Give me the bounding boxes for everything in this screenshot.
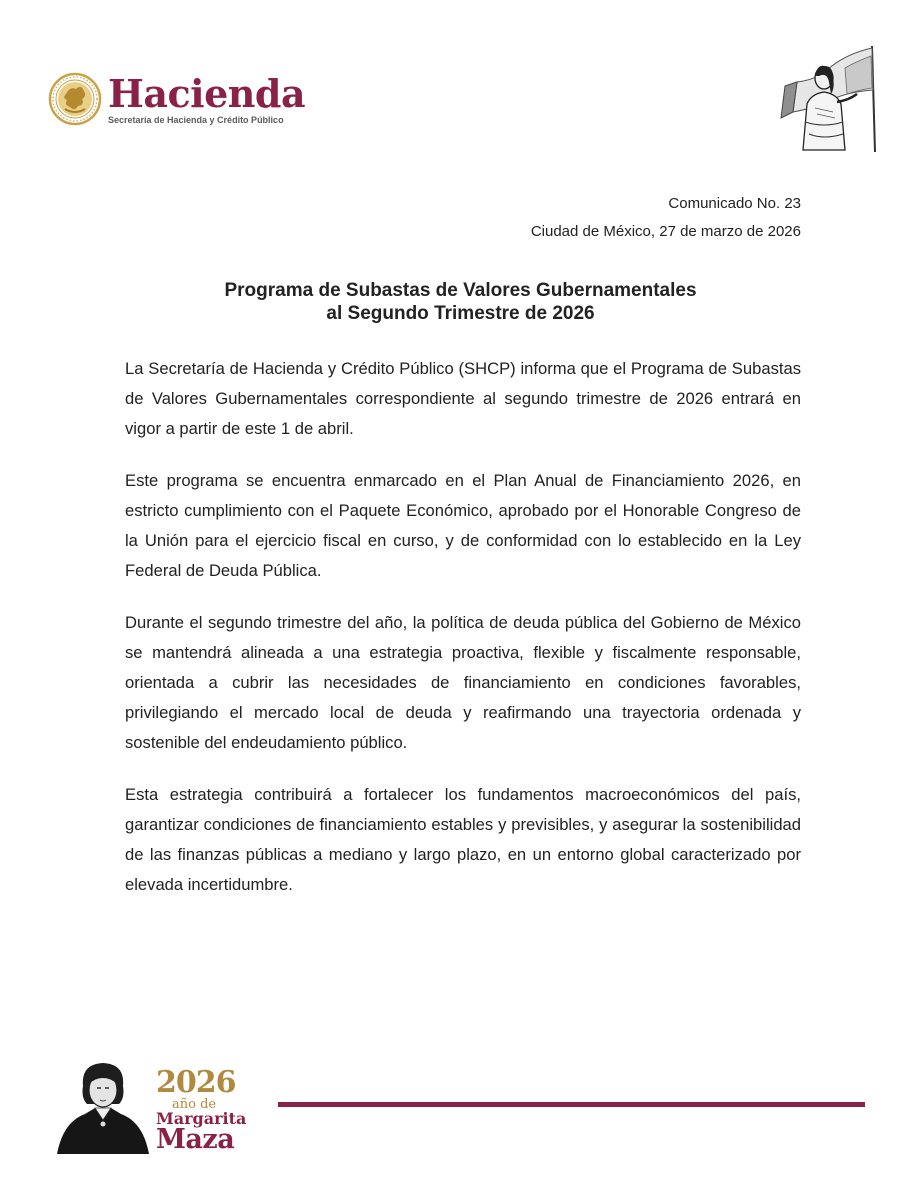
heroine-with-flag-icon xyxy=(775,42,883,154)
hacienda-logo xyxy=(48,72,305,126)
paragraph: Este programa se encuentra enmarcado en el Plan Anual de Financiamiento 2026, en estricto cumplimiento con el Paquete Económico, aprobado por el Honorable Congreso de la Unión para el ejercicio fiscal en curso, y de conformidad con lo establecido en la Ley Federal de Deuda Pública. xyxy=(125,471,801,580)
document-body xyxy=(125,354,801,922)
communique-meta xyxy=(531,190,801,246)
footer-first-name: Margarita xyxy=(156,1109,247,1128)
brand-subtitle: Secretaría de Hacienda y Crédito Público xyxy=(108,114,284,125)
paragraph: La Secretaría de Hacienda y Crédito Público (SHCP) informa que el Programa de Subastas de Valores Gubernamentales correspondiente al segundo trimestre de 2026 entrará en vigor a partir de este 1 de abril. xyxy=(125,359,801,438)
paragraph: Durante el segundo trimestre del año, la política de deuda pública del Gobierno de México se mantendrá alineada a una estrategia proactiva, flexible y fiscalmente responsable, orientada a cubrir las necesidades de financiamiento en condiciones favorables, privilegiando el mercado local de deuda y reafirmando una trayectoria ordenada y sostenible del endeudamiento público. xyxy=(125,613,801,752)
footer-divider xyxy=(278,1102,865,1107)
paragraph: Esta estrategia contribuirá a fortalecer los fundamentos macroeconómicos del país, garantizar condiciones de financiamiento estables y previsibles, y asegurar la sostenibilidad de las finanzas públicas a mediano y largo plazo, en un entorno global caracterizado por elevada incertidumbre. xyxy=(125,785,801,894)
margarita-maza-portrait-icon xyxy=(55,1058,151,1154)
document-title xyxy=(120,279,801,325)
place-date: Ciudad de México, 27 de marzo de 2026 xyxy=(530,223,801,240)
footer-ano-de: año de xyxy=(172,1097,217,1112)
title-line-2: al Segundo Trimestre de 2026 xyxy=(326,303,595,324)
footer-last-name: Maza xyxy=(156,1124,235,1155)
brand-name: Hacienda xyxy=(108,70,306,116)
footer-brand-2026 xyxy=(156,1065,247,1155)
footer-year: 2026 xyxy=(156,1065,236,1100)
title-line-1: Programa de Subastas de Valores Gubernamentales xyxy=(224,280,697,301)
communique-number: Comunicado No. 23 xyxy=(668,195,801,212)
mexican-eagle-seal-icon xyxy=(48,72,102,126)
